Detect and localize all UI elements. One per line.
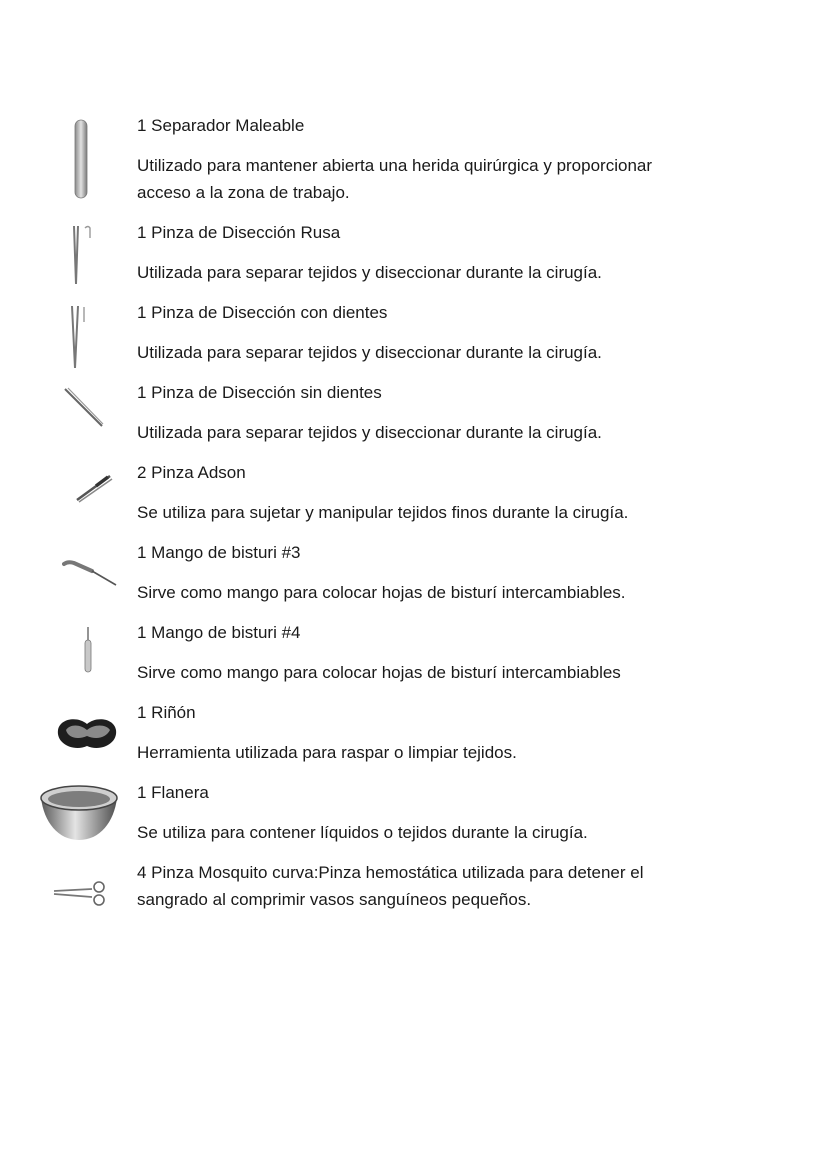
item-title: 1 Riñón — [137, 703, 196, 722]
item-description: Utilizado para mantener abierta una herida quirúrgica y proporcionar acceso a la zona de trabajo. — [137, 156, 653, 202]
item-title: 1 Pinza de Disección Rusa — [137, 223, 341, 242]
russian-forceps-icon — [66, 224, 94, 290]
item-description: Utilizada para separar tejidos y diseccionar durante la cirugía. — [137, 343, 602, 362]
scalpel-handle-3-icon — [62, 558, 118, 588]
item-description: Herramienta utilizada para raspar o limpiar tejidos. — [137, 743, 517, 762]
toothed-forceps-icon — [66, 304, 94, 372]
kidney-dish-icon — [54, 714, 120, 754]
item-description: Sirve como mango para colocar hojas de bisturí intercambiables — [137, 663, 621, 682]
item-title: 1 Mango de bisturi #3 — [137, 543, 301, 562]
mosquito-forceps-icon — [52, 876, 112, 910]
item-description: Sirve como mango para colocar hojas de bisturí intercambiables. — [137, 583, 626, 602]
item-title: 1 Flanera — [137, 783, 209, 802]
item-description: Se utiliza para contener líquidos o tejidos durante la cirugía. — [137, 823, 588, 842]
item-title: 1 Pinza de Disección con dientes — [137, 303, 388, 322]
item-title: 1 Pinza de Disección sin dientes — [137, 383, 382, 402]
item-title: 2 Pinza Adson — [137, 463, 246, 482]
malleable-retractor-icon — [70, 118, 92, 202]
scalpel-handle-4-icon — [80, 626, 96, 676]
item-title: 1 Mango de bisturi #4 — [137, 623, 301, 642]
item-title: 1 Separador Maleable — [137, 116, 305, 135]
toothless-forceps-icon — [62, 386, 106, 430]
adson-forceps-icon — [74, 472, 114, 504]
item-text: 4 Pinza Mosquito curva:Pinza hemostática utilizada para detener el sangrado al comprimir vasos sanguíneos pequeños. — [137, 863, 644, 909]
item-description: Utilizada para separar tejidos y diseccionar durante la cirugía. — [137, 263, 602, 282]
steel-bowl-icon — [38, 782, 120, 846]
item-description: Utilizada para separar tejidos y diseccionar durante la cirugía. — [137, 423, 602, 442]
item-description: Se utiliza para sujetar y manipular tejidos finos durante la cirugía. — [137, 503, 629, 522]
